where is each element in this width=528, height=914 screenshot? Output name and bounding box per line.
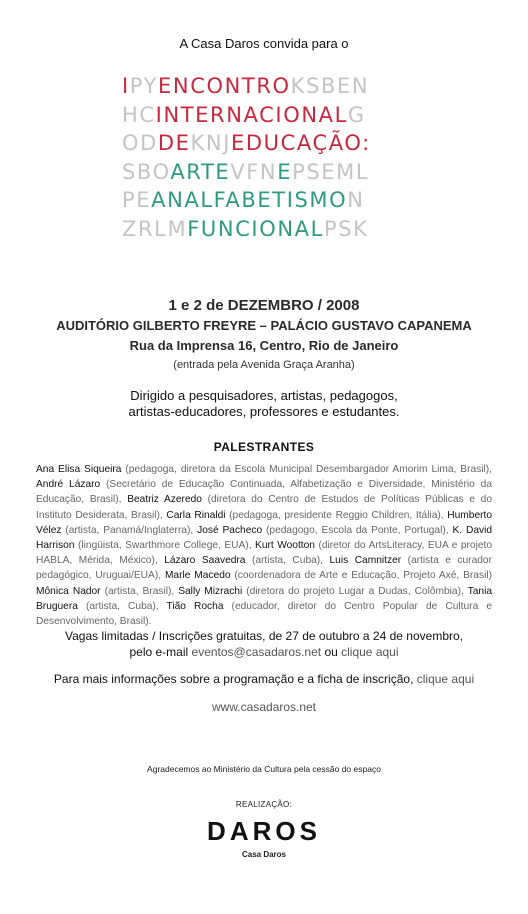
title-grid-row	[122, 72, 412, 101]
title-word: FUNCIONAL	[187, 216, 324, 241]
more-info-text: Para mais informações sobre a programação e a ficha de inscrição,	[53, 672, 417, 686]
speaker-description: (artista, Brasil),	[100, 585, 179, 597]
intro-text: A Casa Daros convida para o	[179, 36, 349, 51]
speaker-description: (artista e curador pedagógico, Uruguai/EUA),	[36, 555, 492, 582]
speaker-description: (pedagoga, diretora da Escola Municipal Desembargador Amorim Lima, Brasil),	[121, 464, 492, 475]
speaker-description: (artista, Cuba),	[245, 555, 330, 567]
speaker-name: Luis Camnitzer	[329, 555, 402, 567]
speakers-heading: PALESTRANTES	[213, 440, 315, 454]
speaker-name: Lázaro Saavedra	[164, 555, 246, 567]
filler-letters: VFN	[230, 159, 278, 184]
speaker-description: (diretora do Centro de Estudos de Políticas Públicas e do Instituto Desiderata, Brasil),	[36, 494, 492, 521]
speaker-name: André Lázaro	[36, 479, 101, 491]
speaker-name: Tião Rocha	[166, 600, 224, 612]
speaker-description: (diretora do projeto Lugar a Dudas, Colômbia),	[242, 585, 468, 597]
registration-line	[0, 644, 528, 660]
filler-letters: G	[347, 102, 366, 127]
speaker-name: Humberto Vélez	[36, 509, 493, 536]
title-word: ANALFABETISMO	[151, 188, 348, 212]
speaker-description: (pedagogo, Escola da Ponte, Portugal),	[262, 524, 453, 536]
speaker-name: Tania Bruguera	[36, 585, 492, 612]
registration-middle: ou	[321, 645, 342, 659]
registration-prefix: pelo e-mail	[129, 645, 192, 659]
speaker-description: (artista, Panamá/Inglaterra),	[61, 524, 198, 536]
speaker-description: (artista, Cuba),	[77, 600, 167, 612]
thanks-text: Agradecemos ao Ministério da Cultura pela cessão do espaço	[147, 764, 381, 774]
filler-letters: ZRLM	[122, 216, 188, 241]
registration-email-link[interactable]: eventos@casadaros.net	[191, 645, 322, 659]
speaker-description: (lingüista, Swarthmore College, EUA),	[74, 540, 256, 552]
title-word: I	[122, 74, 130, 98]
filler-letters: PSK	[323, 216, 369, 241]
speaker-name: Carla Rinaldi	[166, 509, 226, 521]
title-word: ENCONTRO	[158, 74, 291, 98]
registration-line: Vagas limitadas / Inscrições gratuitas, de 27 de outubro a 24 de novembro,	[64, 629, 463, 643]
more-info	[0, 672, 528, 686]
title-word: DE	[157, 131, 191, 155]
daros-logo: DAROS	[207, 816, 321, 846]
speaker-name: Beatriz Azeredo	[127, 494, 202, 506]
filler-letters: OD	[122, 131, 158, 155]
event-venue: AUDITÓRIO GILBERTO FREYRE – PALÁCIO GUSTAVO CAPANEMA	[56, 318, 472, 333]
speaker-name: Sally Mizrachi	[178, 585, 243, 597]
title-word: INTERNACIONAL	[155, 102, 348, 127]
speaker-description: (pedagoga, presidente Reggio Children, Itália),	[225, 509, 448, 521]
event-entrance: (entrada pela Avenida Graça Aranha)	[173, 359, 355, 371]
speaker-description: (diretor do ArtsLiteracy, EUA e projeto HABLA, Mérida, México),	[36, 540, 493, 567]
speaker-name: Marle Macedo	[164, 570, 231, 582]
event-details	[0, 296, 528, 374]
more-info-link[interactable]: clique aqui	[416, 672, 475, 686]
event-date: 1 e 2 de DEZEMBRO / 2008	[168, 297, 360, 314]
title-grid-row	[122, 186, 412, 215]
title-grid-row	[122, 101, 412, 130]
filler-letters: KNJ	[190, 131, 232, 155]
title-letter-grid	[122, 72, 412, 243]
filler-letters: PY	[129, 74, 159, 98]
audience-text	[0, 388, 528, 420]
event-address: Rua da Imprensa 16, Centro, Rio de Janeiro	[129, 338, 399, 353]
title-grid-row	[122, 215, 412, 244]
speaker-name: Mônica Nador	[36, 585, 101, 597]
filler-letters: PSEML	[292, 159, 370, 184]
speaker-name: Ana Elisa Siqueira	[36, 464, 122, 475]
filler-letters: KSBEN	[290, 74, 370, 98]
daros-logo-subtitle: Casa Daros	[241, 850, 287, 859]
speaker-description: (coordenadora de Arte e Educação, Projeto Axé, Brasil)	[230, 570, 492, 582]
filler-letters: PE	[122, 188, 152, 212]
speaker-name: K. David Harrison	[36, 524, 493, 552]
speaker-name: José Pacheco	[197, 524, 263, 536]
speaker-description: (educador, diretor do Centro Popular de Cultura e Desenvolvimento, Brasil).	[36, 600, 492, 628]
title-word: E	[277, 159, 293, 184]
filler-letters: N	[347, 188, 365, 212]
audience-line: Dirigido a pesquisadores, artistas, pedagogos,	[130, 388, 398, 403]
audience-line: artistas-educadores, professores e estudantes.	[128, 404, 400, 419]
title-grid-row	[122, 158, 412, 187]
website-link[interactable]: www.casadaros.net	[211, 700, 317, 714]
title-grid-row	[122, 129, 412, 158]
speaker-name: Kurt Wootton	[255, 540, 315, 552]
speaker-description: (Secretário de Educação Continuada, Alfabetização e Diversidade, Ministério da Educação, Brasil),	[36, 479, 492, 506]
realizacao-label: REALIZAÇÃO:	[235, 800, 293, 809]
registration-click-link[interactable]: clique aqui	[341, 645, 399, 659]
title-word: ARTE	[170, 159, 231, 184]
registration-info	[0, 628, 528, 660]
speakers-list	[36, 462, 492, 629]
filler-letters: HC	[122, 102, 156, 127]
filler-letters: SBO	[122, 159, 171, 184]
title-word: EDUCAÇÃO:	[231, 131, 371, 155]
